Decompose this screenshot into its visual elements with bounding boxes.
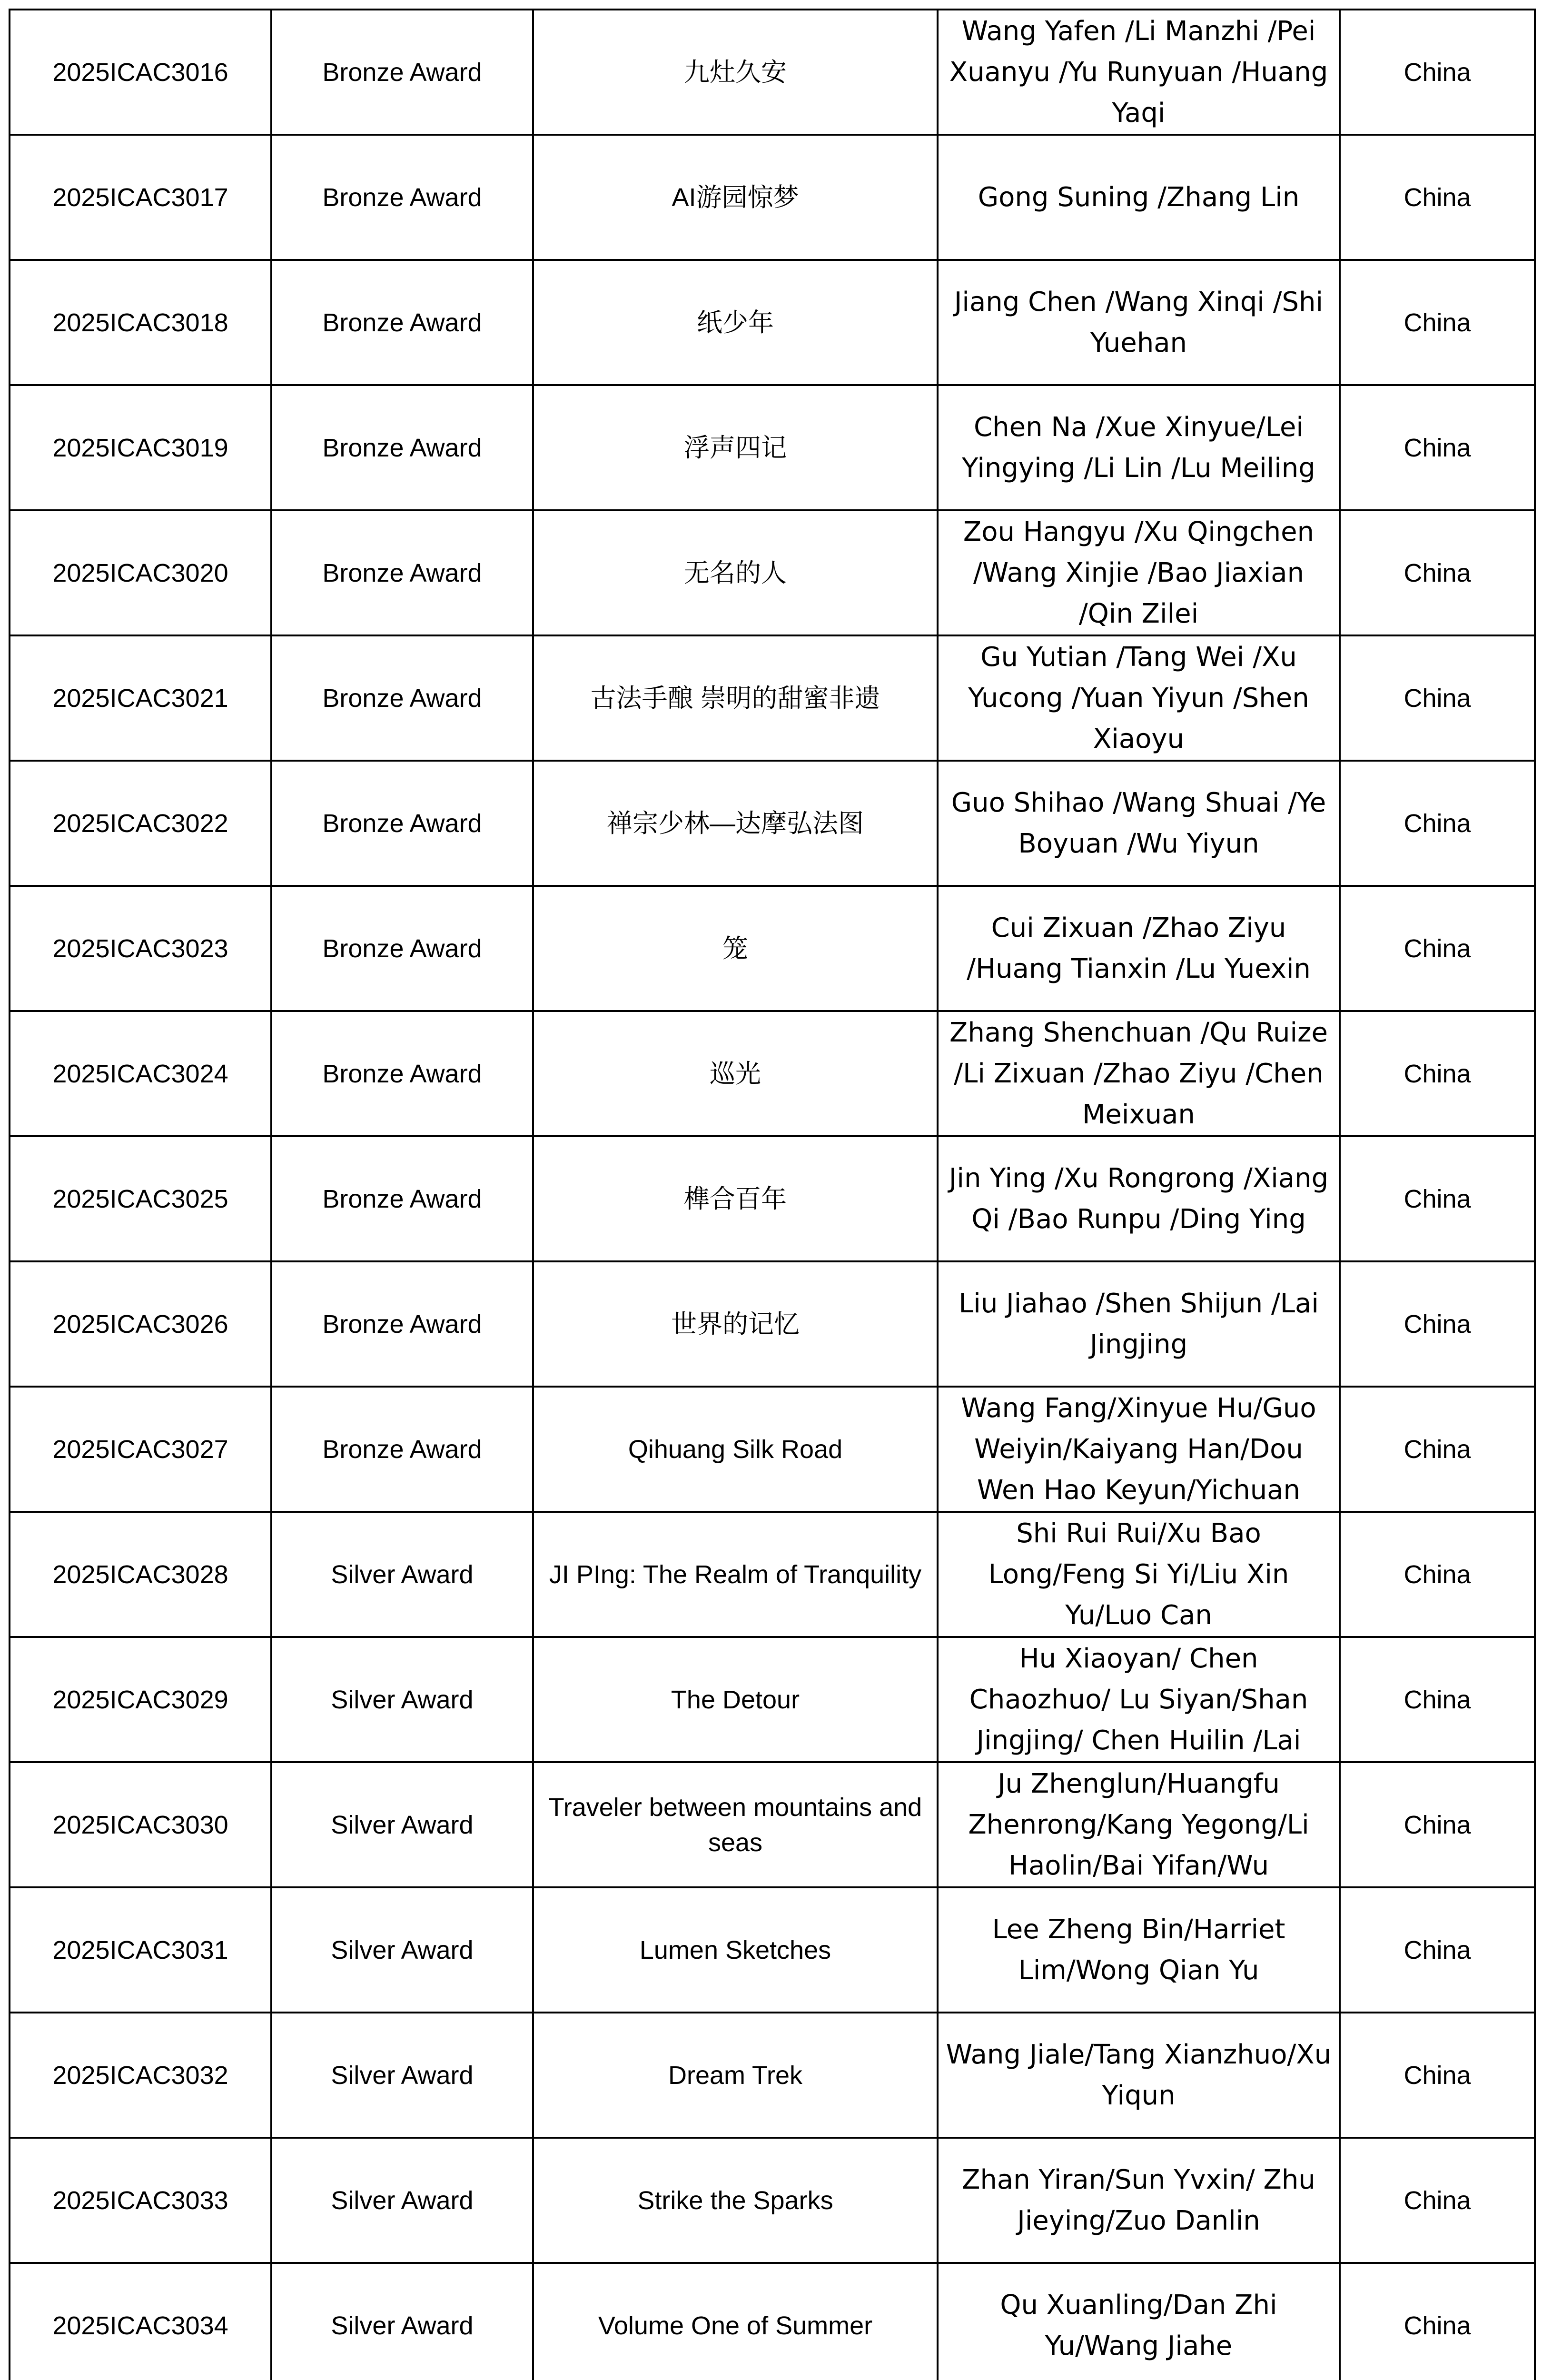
country-cell: China: [1340, 2138, 1535, 2263]
authors-cell: Zhan Yiran/Sun Yvxin/ Zhu Jieying/Zuo Danlin: [938, 2138, 1340, 2263]
award-table-body: [10, 10, 1535, 2380]
award-cell: Silver Award: [271, 1512, 533, 1637]
authors-cell: Hu Xiaoyan/ Chen Chaozhuo/ Lu Siyan/Shan Jingjing/ Chen Huilin /Lai: [938, 1637, 1340, 1762]
entry-id-cell: 2025ICAC3018: [10, 260, 271, 385]
country-cell: China: [1340, 260, 1535, 385]
work-title-cell: 无名的人: [533, 510, 938, 635]
award-cell: Silver Award: [271, 1762, 533, 1887]
work-title-cell: 禅宗少林—达摩弘法图: [533, 761, 938, 886]
country-cell: China: [1340, 1637, 1535, 1762]
entry-id-cell: 2025ICAC3031: [10, 1887, 271, 2013]
entry-id-cell: 2025ICAC3029: [10, 1637, 271, 1762]
award-cell: Silver Award: [271, 2013, 533, 2138]
authors-cell: Cui Zixuan /Zhao Ziyu /Huang Tianxin /Lu Yuexin: [938, 886, 1340, 1011]
country-cell: China: [1340, 1887, 1535, 2013]
work-title-cell: 榫合百年: [533, 1136, 938, 1261]
table-row: [10, 886, 1535, 1011]
table-row: [10, 260, 1535, 385]
entry-id-cell: 2025ICAC3024: [10, 1011, 271, 1136]
award-cell: Bronze Award: [271, 385, 533, 510]
table-row: [10, 1261, 1535, 1387]
country-cell: China: [1340, 10, 1535, 135]
award-cell: Silver Award: [271, 2138, 533, 2263]
authors-cell: Shi Rui Rui/Xu Bao Long/Feng Si Yi/Liu Xin Yu/Luo Can: [938, 1512, 1340, 1637]
work-title-cell: 浮声四记: [533, 385, 938, 510]
entry-id-cell: 2025ICAC3020: [10, 510, 271, 635]
country-cell: China: [1340, 2013, 1535, 2138]
country-cell: China: [1340, 1387, 1535, 1512]
country-cell: China: [1340, 761, 1535, 886]
authors-cell: Wang Fang/Xinyue Hu/Guo Weiyin/Kaiyang Han/Dou Wen Hao Keyun/Yichuan: [938, 1387, 1340, 1512]
table-row: [10, 1887, 1535, 2013]
country-cell: China: [1340, 2263, 1535, 2380]
work-title-cell: 笼: [533, 886, 938, 1011]
authors-cell: Gu Yutian /Tang Wei /Xu Yucong /Yuan Yiyun /Shen Xiaoyu: [938, 635, 1340, 761]
award-cell: Bronze Award: [271, 510, 533, 635]
award-cell: Bronze Award: [271, 1261, 533, 1387]
award-cell: Bronze Award: [271, 1011, 533, 1136]
table-row: [10, 1387, 1535, 1512]
authors-cell: Wang Yafen /Li Manzhi /Pei Xuanyu /Yu Runyuan /Huang Yaqi: [938, 10, 1340, 135]
authors-cell: Gong Suning /Zhang Lin: [938, 135, 1340, 260]
work-title-cell: JI PIng: The Realm of Tranquility: [533, 1512, 938, 1637]
entry-id-cell: 2025ICAC3026: [10, 1261, 271, 1387]
table-row: [10, 1762, 1535, 1887]
authors-cell: Wang Jiale/Tang Xianzhuo/Xu Yiqun: [938, 2013, 1340, 2138]
entry-id-cell: 2025ICAC3025: [10, 1136, 271, 1261]
work-title-cell: AI游园惊梦: [533, 135, 938, 260]
award-table: [9, 9, 1536, 2380]
authors-cell: Zou Hangyu /Xu Qingchen /Wang Xinjie /Bao Jiaxian /Qin Zilei: [938, 510, 1340, 635]
country-cell: China: [1340, 1512, 1535, 1637]
country-cell: China: [1340, 1762, 1535, 1887]
authors-cell: Chen Na /Xue Xinyue/Lei Yingying /Li Lin /Lu Meiling: [938, 385, 1340, 510]
entry-id-cell: 2025ICAC3034: [10, 2263, 271, 2380]
entry-id-cell: 2025ICAC3016: [10, 10, 271, 135]
award-cell: Bronze Award: [271, 10, 533, 135]
table-row: [10, 1512, 1535, 1637]
table-row: [10, 2013, 1535, 2138]
work-title-cell: 九灶久安: [533, 10, 938, 135]
entry-id-cell: 2025ICAC3032: [10, 2013, 271, 2138]
award-cell: Bronze Award: [271, 260, 533, 385]
award-cell: Silver Award: [271, 2263, 533, 2380]
table-row: [10, 1011, 1535, 1136]
work-title-cell: 纸少年: [533, 260, 938, 385]
table-row: [10, 761, 1535, 886]
award-cell: Bronze Award: [271, 635, 533, 761]
entry-id-cell: 2025ICAC3022: [10, 761, 271, 886]
entry-id-cell: 2025ICAC3023: [10, 886, 271, 1011]
authors-cell: Lee Zheng Bin/Harriet Lim/Wong Qian Yu: [938, 1887, 1340, 2013]
table-row: [10, 1136, 1535, 1261]
award-cell: Bronze Award: [271, 761, 533, 886]
authors-cell: Qu Xuanling/Dan Zhi Yu/Wang Jiahe: [938, 2263, 1340, 2380]
authors-cell: Jiang Chen /Wang Xinqi /Shi Yuehan: [938, 260, 1340, 385]
entry-id-cell: 2025ICAC3028: [10, 1512, 271, 1637]
country-cell: China: [1340, 385, 1535, 510]
entry-id-cell: 2025ICAC3021: [10, 635, 271, 761]
country-cell: China: [1340, 135, 1535, 260]
award-cell: Bronze Award: [271, 135, 533, 260]
table-row: [10, 10, 1535, 135]
country-cell: China: [1340, 1011, 1535, 1136]
work-title-cell: Traveler between mountains and seas: [533, 1762, 938, 1887]
country-cell: China: [1340, 1261, 1535, 1387]
work-title-cell: Dream Trek: [533, 2013, 938, 2138]
award-cell: Silver Award: [271, 1887, 533, 2013]
table-row: [10, 2138, 1535, 2263]
table-row: [10, 2263, 1535, 2380]
work-title-cell: Strike the Sparks: [533, 2138, 938, 2263]
work-title-cell: The Detour: [533, 1637, 938, 1762]
award-cell: Silver Award: [271, 1637, 533, 1762]
award-cell: Bronze Award: [271, 886, 533, 1011]
work-title-cell: Volume One of Summer: [533, 2263, 938, 2380]
authors-cell: Ju Zhenglun/Huangfu Zhenrong/Kang Yegong/Li Haolin/Bai Yifan/Wu: [938, 1762, 1340, 1887]
authors-cell: Liu Jiahao /Shen Shijun /Lai Jingjing: [938, 1261, 1340, 1387]
authors-cell: Jin Ying /Xu Rongrong /Xiang Qi /Bao Runpu /Ding Ying: [938, 1136, 1340, 1261]
table-row: [10, 385, 1535, 510]
work-title-cell: 世界的记忆: [533, 1261, 938, 1387]
entry-id-cell: 2025ICAC3017: [10, 135, 271, 260]
work-title-cell: 巡光: [533, 1011, 938, 1136]
authors-cell: Zhang Shenchuan /Qu Ruize /Li Zixuan /Zhao Ziyu /Chen Meixuan: [938, 1011, 1340, 1136]
table-row: [10, 1637, 1535, 1762]
authors-cell: Guo Shihao /Wang Shuai /Ye Boyuan /Wu Yiyun: [938, 761, 1340, 886]
award-cell: Bronze Award: [271, 1387, 533, 1512]
table-row: [10, 135, 1535, 260]
country-cell: China: [1340, 635, 1535, 761]
table-row: [10, 635, 1535, 761]
entry-id-cell: 2025ICAC3030: [10, 1762, 271, 1887]
entry-id-cell: 2025ICAC3033: [10, 2138, 271, 2263]
work-title-cell: Lumen Sketches: [533, 1887, 938, 2013]
award-cell: Bronze Award: [271, 1136, 533, 1261]
entry-id-cell: 2025ICAC3019: [10, 385, 271, 510]
table-row: [10, 510, 1535, 635]
entry-id-cell: 2025ICAC3027: [10, 1387, 271, 1512]
work-title-cell: 古法手酿 崇明的甜蜜非遗: [533, 635, 938, 761]
country-cell: China: [1340, 1136, 1535, 1261]
work-title-cell: Qihuang Silk Road: [533, 1387, 938, 1512]
country-cell: China: [1340, 510, 1535, 635]
country-cell: China: [1340, 886, 1535, 1011]
